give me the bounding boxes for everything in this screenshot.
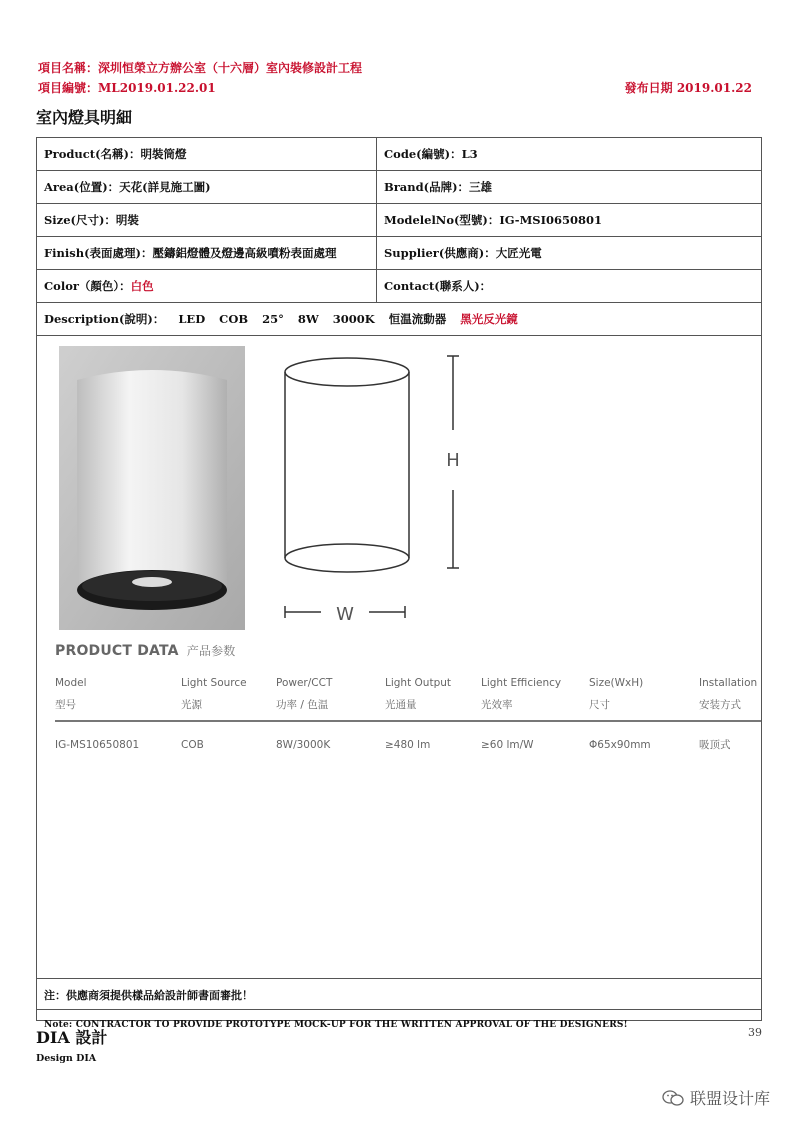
- supplier-value: 大匠光電: [495, 246, 542, 260]
- table-row: [55, 722, 761, 756]
- watermark: [662, 1086, 770, 1109]
- column-header-cn: 型号: [55, 699, 76, 711]
- release-date: 發布日期 2019.01.22: [624, 81, 752, 95]
- footer-sub: Design DIA: [36, 1053, 97, 1064]
- product-media: [37, 336, 761, 979]
- cell-light-output: ≥480 lm: [385, 739, 431, 751]
- column-header-cn: 功率 / 色温: [276, 699, 329, 711]
- column-header-cn: 光通量: [385, 699, 417, 711]
- spec-row-product: [37, 138, 761, 171]
- size-value: 明裝: [115, 213, 139, 227]
- spec-sheet: [36, 137, 762, 1030]
- model-label: ModelelNo(型號)：: [384, 213, 500, 227]
- description-item: 恒温流動器: [388, 312, 447, 326]
- column-header-cn: 尺寸: [589, 699, 610, 711]
- finish-value: 壓鑄鋁燈體及燈邊高級噴粉表面處理: [152, 246, 337, 260]
- product-data-header: [55, 672, 761, 722]
- product-data-title-cn: 产品参数: [186, 644, 236, 658]
- note-cn-row: [37, 979, 761, 1010]
- cell-installation: 吸顶式: [699, 739, 731, 751]
- column-header-en: Light Efficiency: [481, 677, 562, 689]
- note-en: Note: CONTRACTOR TO PROVIDE PROTOTYPE MOCK-UP FOR THE WRITTEN APPROVAL OF THE DESIGNERS!: [44, 1020, 628, 1030]
- description-item: 3000K: [332, 312, 375, 326]
- column-header-en: Power/CCT: [276, 677, 333, 689]
- finish-label: Finish(表面處理)：: [44, 246, 153, 260]
- width-label: W: [336, 604, 354, 625]
- column-header-cn: 光效率: [481, 699, 513, 711]
- description-item: 25°: [262, 312, 284, 326]
- watermark-text: 联盟设计库: [689, 1089, 770, 1108]
- cell-size: Φ65x90mm: [589, 739, 651, 751]
- cell-light-efficiency: ≥60 lm/W: [481, 739, 534, 751]
- footer-brand: DIA 設計: [36, 1028, 108, 1047]
- description-highlight: 黑光反光鏡: [460, 312, 518, 326]
- area-value: 天花(詳見施工圖): [119, 180, 211, 194]
- product-data-table: [55, 672, 761, 756]
- dimension-drawing: [277, 350, 477, 640]
- page-number: 39: [748, 1026, 762, 1039]
- wechat-icon: [662, 1089, 684, 1107]
- code-value: L3: [461, 147, 478, 161]
- note-en-row: [37, 1010, 761, 1040]
- color-label: Color（顏色）：: [44, 279, 131, 293]
- contact-label: Contact(聯系人)：: [384, 279, 492, 293]
- project-name: 項目名稱：深圳恒榮立方辦公室（十六層）室內裝修設計工程: [38, 61, 363, 75]
- area-label: Area(位置)：: [44, 180, 120, 194]
- cell-power-cct: 8W/3000K: [276, 739, 331, 751]
- cell-light-source: COB: [181, 739, 204, 751]
- column-header-en: Installation: [699, 677, 758, 689]
- description-label: Description(說明)：: [44, 312, 165, 326]
- spec-row-finish: [37, 237, 761, 270]
- project-code: 項目編號：ML2019.01.22.01: [38, 81, 216, 95]
- product-data-title: [55, 642, 236, 659]
- column-header-cn: 光源: [181, 699, 202, 711]
- height-label: H: [446, 450, 460, 471]
- column-header-en: Light Output: [385, 677, 452, 689]
- product-label: Product(名稱)：: [44, 147, 141, 161]
- description-item: 8W: [297, 312, 319, 326]
- column-header-en: Model: [55, 677, 87, 689]
- brand-value: 三雄: [469, 180, 493, 194]
- column-header-en: Light Source: [181, 677, 247, 689]
- note-cn: 注：供應商須提供樣品給設計師書面審批！: [44, 988, 253, 1002]
- cell-model: IG-MS10650801: [55, 739, 140, 751]
- color-value: 白色: [130, 279, 154, 293]
- product-photo: [59, 346, 245, 630]
- description-item: LED: [178, 312, 206, 326]
- description-item: COB: [219, 312, 249, 326]
- product-data-title-en: PRODUCT DATA: [55, 643, 179, 659]
- spec-row-size: [37, 204, 761, 237]
- column-header-en: Size(WxH): [589, 677, 644, 689]
- section-title: 室內燈具明細: [36, 108, 133, 127]
- model-value: IG-MSI0650801: [499, 213, 603, 227]
- brand-label: Brand(品牌)：: [384, 180, 470, 194]
- spec-row-description: [37, 303, 761, 336]
- product-value: 明裝筒燈: [140, 147, 187, 161]
- code-label: Code(編號)：: [384, 147, 462, 161]
- spec-row-area: [37, 171, 761, 204]
- spec-row-color: [37, 270, 761, 303]
- size-label: Size(尺寸)：: [44, 213, 116, 227]
- column-header-cn: 安装方式: [699, 699, 741, 711]
- supplier-label: Supplier(供應商)：: [384, 246, 496, 260]
